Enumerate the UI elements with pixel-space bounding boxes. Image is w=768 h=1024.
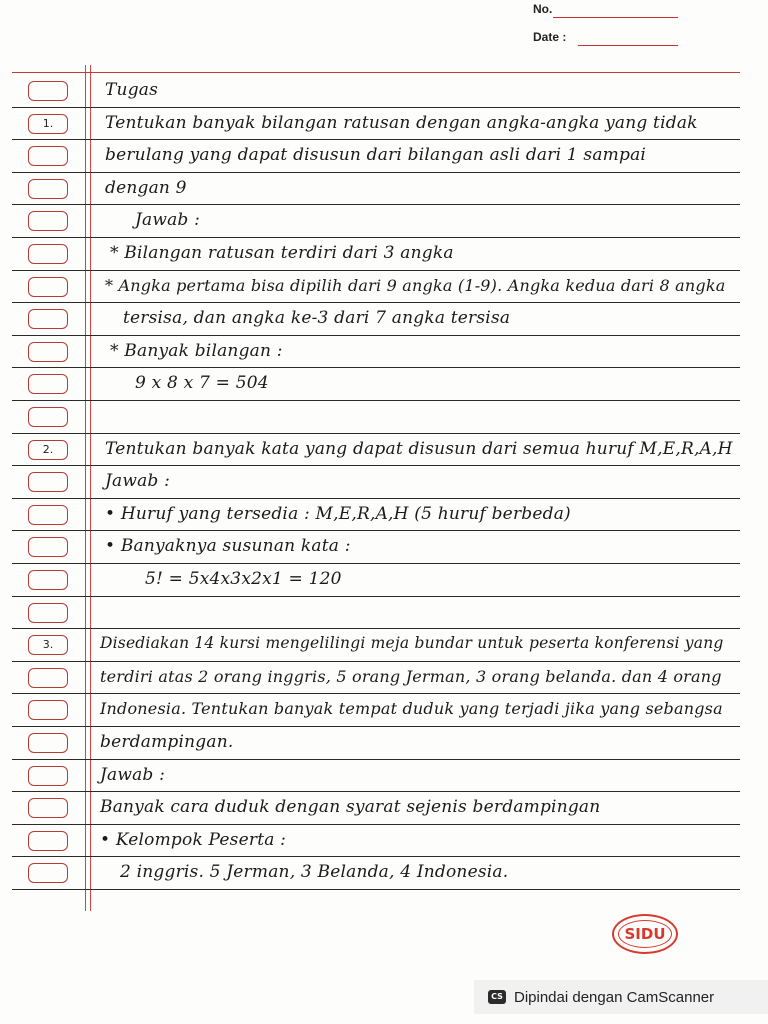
handwritten-line: Tentukan banyak bilangan ratusan dengan angka-angka yang tidak (105, 112, 698, 133)
rule-line (12, 596, 740, 597)
row-box (28, 277, 68, 297)
camscanner-icon: CS (488, 990, 506, 1004)
handwritten-line: Indonesia. Tentukan banyak tempat duduk yang terjadi jika yang sebangsa (100, 699, 723, 719)
handwritten-line: Jawab : (100, 764, 166, 785)
handwritten-line: berulang yang dapat disusun dari bilangan asli dari 1 sampai (105, 145, 647, 166)
rule-line (12, 824, 740, 825)
handwritten-line: * Angka pertama bisa dipilih dari 9 angka (1-9). Angka kedua dari 8 angka (105, 275, 726, 295)
handwritten-line: • Banyaknya susunan kata : (105, 536, 351, 557)
rule-line (12, 530, 740, 531)
row-box (28, 570, 68, 590)
stamp-ring (618, 920, 672, 948)
handwritten-line: 9 x 8 x 7 = 504 (135, 373, 269, 394)
rule-line (12, 465, 740, 466)
date-line (578, 45, 678, 46)
row-box (28, 603, 68, 623)
handwritten-line: tersisa, dan angka ke-3 dari 7 angka tersisa (123, 308, 511, 329)
handwritten-line: * Banyak bilangan : (110, 340, 283, 361)
row-box (28, 407, 68, 427)
rule-line (12, 270, 740, 271)
number-label: No. (533, 2, 553, 16)
handwritten-line: Jawab : (105, 471, 171, 492)
row-box (28, 342, 68, 362)
rule-line (12, 889, 740, 890)
rule-line (12, 693, 740, 694)
row-box: 2. (28, 440, 68, 460)
rule-line (12, 628, 740, 629)
rule-line (12, 72, 740, 73)
margin-line (90, 65, 91, 911)
rule-line (12, 726, 740, 727)
row-box (28, 472, 68, 492)
number-line (553, 17, 678, 18)
rule-line (12, 172, 740, 173)
row-box (28, 179, 68, 199)
rule-line (12, 759, 740, 760)
rule-line (12, 367, 740, 368)
row-box (28, 733, 68, 753)
rule-line (12, 791, 740, 792)
rule-line (12, 856, 740, 857)
rule-line (12, 204, 740, 205)
handwritten-line: • Huruf yang tersedia : M,E,R,A,H (5 huruf berbeda) (105, 503, 571, 524)
rule-line (12, 335, 740, 336)
handwritten-line: berdampingan. (100, 732, 234, 752)
rule-line (12, 139, 740, 140)
row-box (28, 798, 68, 818)
handwritten-line: 5! = 5x4x3x2x1 = 120 (145, 569, 342, 589)
row-box (28, 146, 68, 166)
rule-line (12, 302, 740, 303)
row-box (28, 81, 68, 101)
date-label: Date : (533, 30, 567, 44)
handwritten-line: • Kelompok Peserta : (100, 829, 287, 850)
row-box (28, 831, 68, 851)
handwritten-line: dengan 9 (105, 177, 187, 198)
row-box (28, 668, 68, 688)
sidu-stamp (612, 914, 678, 954)
row-box (28, 309, 68, 329)
handwritten-line: 2 inggris. 5 Jerman, 3 Belanda, 4 Indonesia. (120, 862, 509, 883)
handwritten-line: Disediakan 14 kursi mengelilingi meja bundar untuk peserta konferensi yang (100, 634, 724, 653)
margin-line (85, 65, 86, 911)
row-box (28, 505, 68, 525)
rule-line (12, 661, 740, 662)
rule-line (12, 400, 740, 401)
row-box (28, 766, 68, 786)
row-box (28, 211, 68, 231)
handwritten-line: Tugas (105, 80, 159, 100)
row-box (28, 537, 68, 557)
row-box: 3. (28, 635, 68, 655)
camscanner-text: Dipindai dengan CamScanner (514, 988, 715, 1006)
row-box: 1. (28, 114, 68, 134)
row-box (28, 374, 68, 394)
handwritten-line: * Bilangan ratusan terdiri dari 3 angka (110, 243, 454, 263)
rule-line (12, 563, 740, 564)
handwritten-line: Jawab : (135, 210, 201, 231)
rule-line (12, 498, 740, 499)
handwritten-line: Banyak cara duduk dengan syarat sejenis berdampingan (100, 797, 601, 818)
handwritten-line: Tentukan banyak kata yang dapat disusun dari semua huruf M,E,R,A,H (105, 438, 733, 459)
rule-line (12, 433, 740, 434)
camscanner-watermark (474, 980, 768, 1014)
rule-line (12, 237, 740, 238)
rule-line (12, 107, 740, 108)
handwritten-line: terdiri atas 2 orang inggris, 5 orang Jerman, 3 orang belanda. dan 4 orang (100, 666, 722, 686)
row-box (28, 863, 68, 883)
row-box (28, 244, 68, 264)
stamp-text: SIDU (624, 925, 666, 943)
row-box (28, 700, 68, 720)
